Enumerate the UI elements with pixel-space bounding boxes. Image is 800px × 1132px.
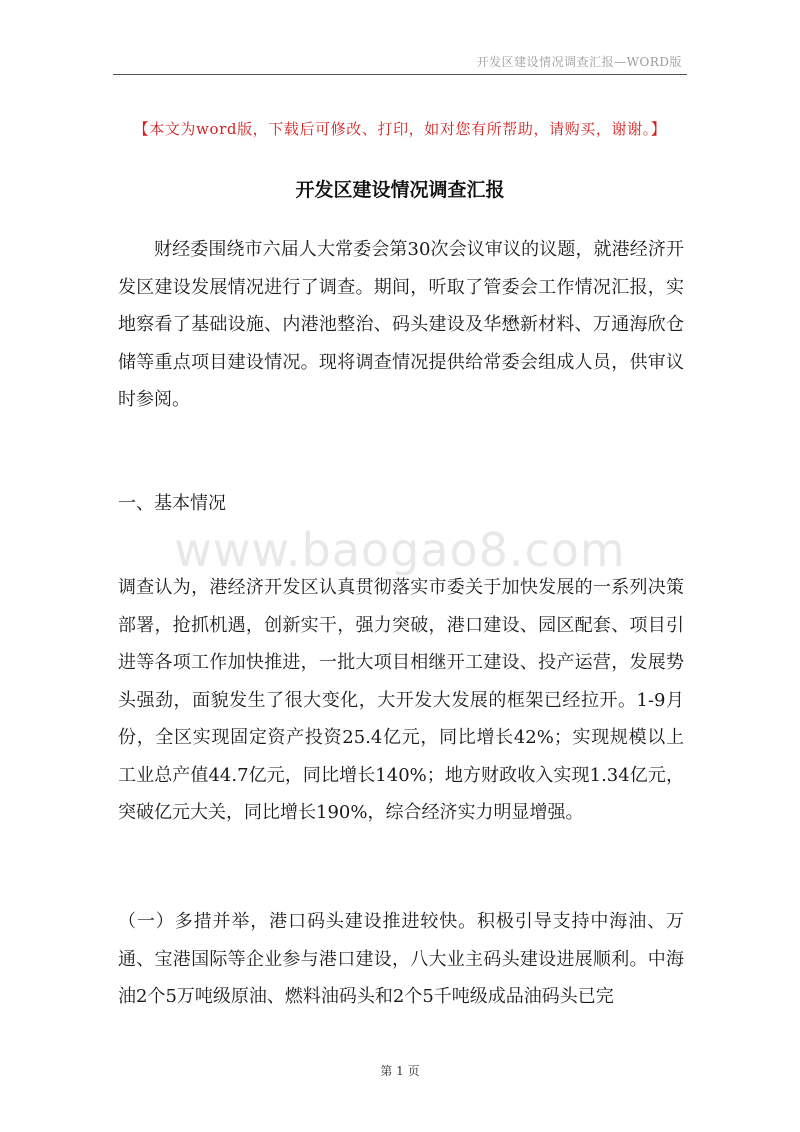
document-title: 开发区建设情况调查汇报	[295, 179, 505, 201]
intro-paragraph: 财经委围绕市六届人大常委会第30次会议审议的议题，就港经济开发区建设发展情况进行了调查。期间，听取了管委会工作情况汇报，实地察看了基础设施、内港池整治、码头建设及华懋新材料、万通海欣仓储等重点项目建设情况。现将调查情况提供给常委会组成人员，供审议时参阅。	[118, 239, 684, 410]
body-paragraph: 调查认为，港经济开发区认真贯彻落实市委关于加快发展的一系列决策部署，抢抓机遇，创新实干，强力突破，港口建设、园区配套、项目引进等各项工作加快推进，一批大项目相继开工建设、投产运营，发展势头强劲，面貌发生了很大变化，大开发大发展的框架已经拉开。1-9月份，全区实现固定资产投资25.4亿元，同比增长42%；实现规模以上工业总产值44.7亿元，同比增长140%；地方财政收入实现1.34亿元，突破亿元大关，同比增长190%，综合经济实力明显增强。	[118, 577, 684, 823]
section-heading: 一、基本情况	[118, 493, 226, 514]
page-number: 第 1 页	[380, 1064, 420, 1078]
purchase-notice: 【本文为word版，下载后可修改、打印，如对您有所帮助，请购买，谢谢。】	[133, 120, 667, 138]
header-divider	[113, 74, 687, 75]
running-header: 开发区建设情况调查汇报—WORD版	[476, 55, 682, 69]
watermark: www.baogao8.com	[174, 523, 626, 577]
body-paragraph: （一）多措并举，港口码头建设推进较快。积极引导支持中海油、万通、宝港国际等企业参与港口建设，八大业主码头建设进展顺利。中海油2个5万吨级原油、燃料油码头和2个5千吨级成品油码头已完	[118, 911, 684, 1007]
